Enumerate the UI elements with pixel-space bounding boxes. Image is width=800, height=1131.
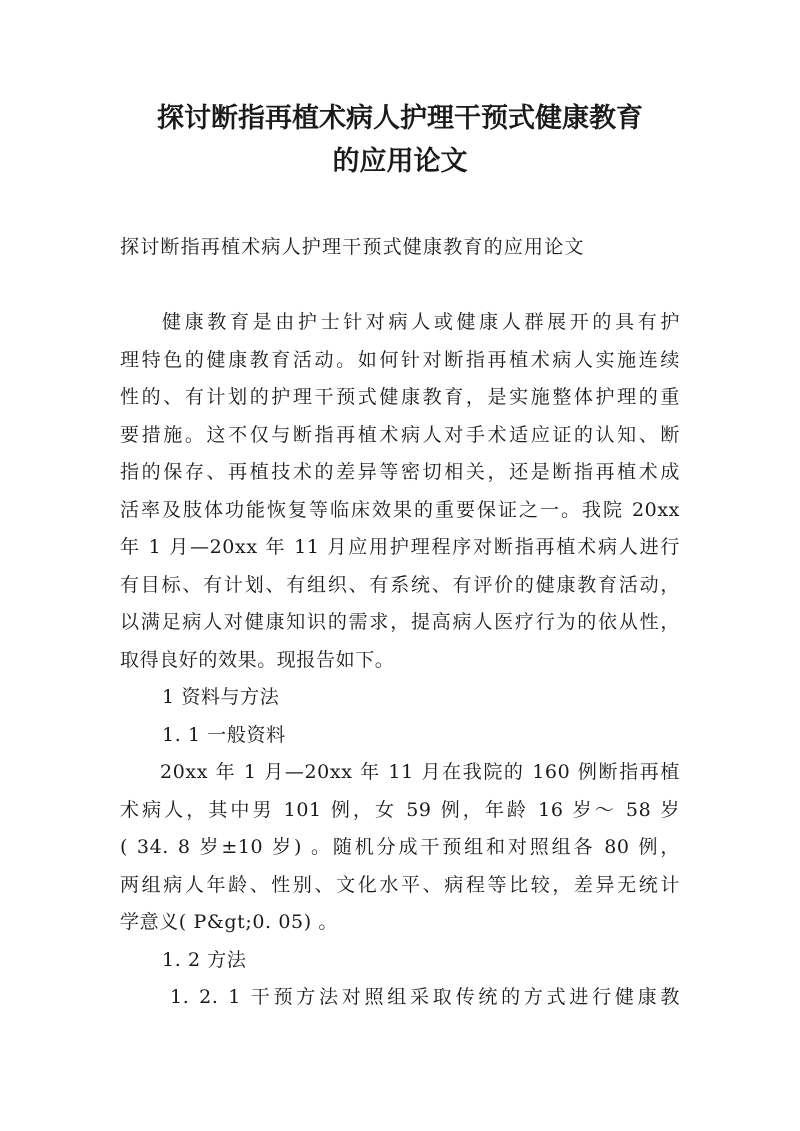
paragraph-line: 活率及肢体功能恢复等临床效果的重要保证之一。我院 20xx <box>120 498 680 521</box>
document-title-line-2: 的应用论文 <box>332 146 468 177</box>
paragraph-line: 术病人，其中男 101 例，女 59 例，年龄 16 岁～ 58 岁 <box>120 798 680 821</box>
subsection-heading: 1. 1 一般资料 <box>162 723 286 746</box>
paragraph-line: 学意义( P&gt;0. 05) 。 <box>120 911 338 933</box>
document-body <box>120 304 680 1017</box>
paragraph-line: 理特色的健康教育活动。如何针对断指再植术病人实施连续 <box>120 348 680 371</box>
paragraph-line: 20xx 年 1 月—20xx 年 11 月在我院的 160 例断指再植 <box>160 761 680 783</box>
paragraph-line: 性的、有计划的护理干预式健康教育，是实施整体护理的重 <box>120 386 680 408</box>
paragraph-line: 取得良好的效果。现报告如下。 <box>120 648 395 671</box>
paragraph-line: 1. 2. 1 干预方法对照组采取传统的方式进行健康教 <box>170 986 680 1008</box>
paragraph-line: 有目标、有计划、有组织、有系统、有评价的健康教育活动， <box>120 573 680 596</box>
paragraph-line: 年 1 月—20xx 年 11 月应用护理程序对断指再植术病人进行 <box>120 536 680 558</box>
paragraph-line: ( 34. 8 岁±10 岁) 。随机分成干预组和对照组各 80 例， <box>120 836 680 858</box>
document-subtitle: 探讨断指再植术病人护理干预式健康教育的应用论文 <box>120 236 585 258</box>
paragraph-line: 健康教育是由护士针对病人或健康人群展开的具有护 <box>162 311 680 333</box>
section-heading: 1 资料与方法 <box>162 686 280 708</box>
paragraph-line: 指的保存、再植技术的差异等密切相关，还是断指再植术成 <box>120 461 680 483</box>
paragraph-line: 要措施。这不仅与断指再植术病人对手术适应证的认知、断 <box>120 423 680 446</box>
document-title-line-1: 探讨断指再植术病人护理干预式健康教育 <box>157 103 643 134</box>
paragraph-line: 以满足病人对健康知识的需求，提高病人医疗行为的依从性， <box>120 611 680 633</box>
subsection-heading: 1. 2 方法 <box>162 948 247 971</box>
paragraph-line: 两组病人年龄、性别、文化水平、病程等比较，差异无统计 <box>120 873 680 896</box>
